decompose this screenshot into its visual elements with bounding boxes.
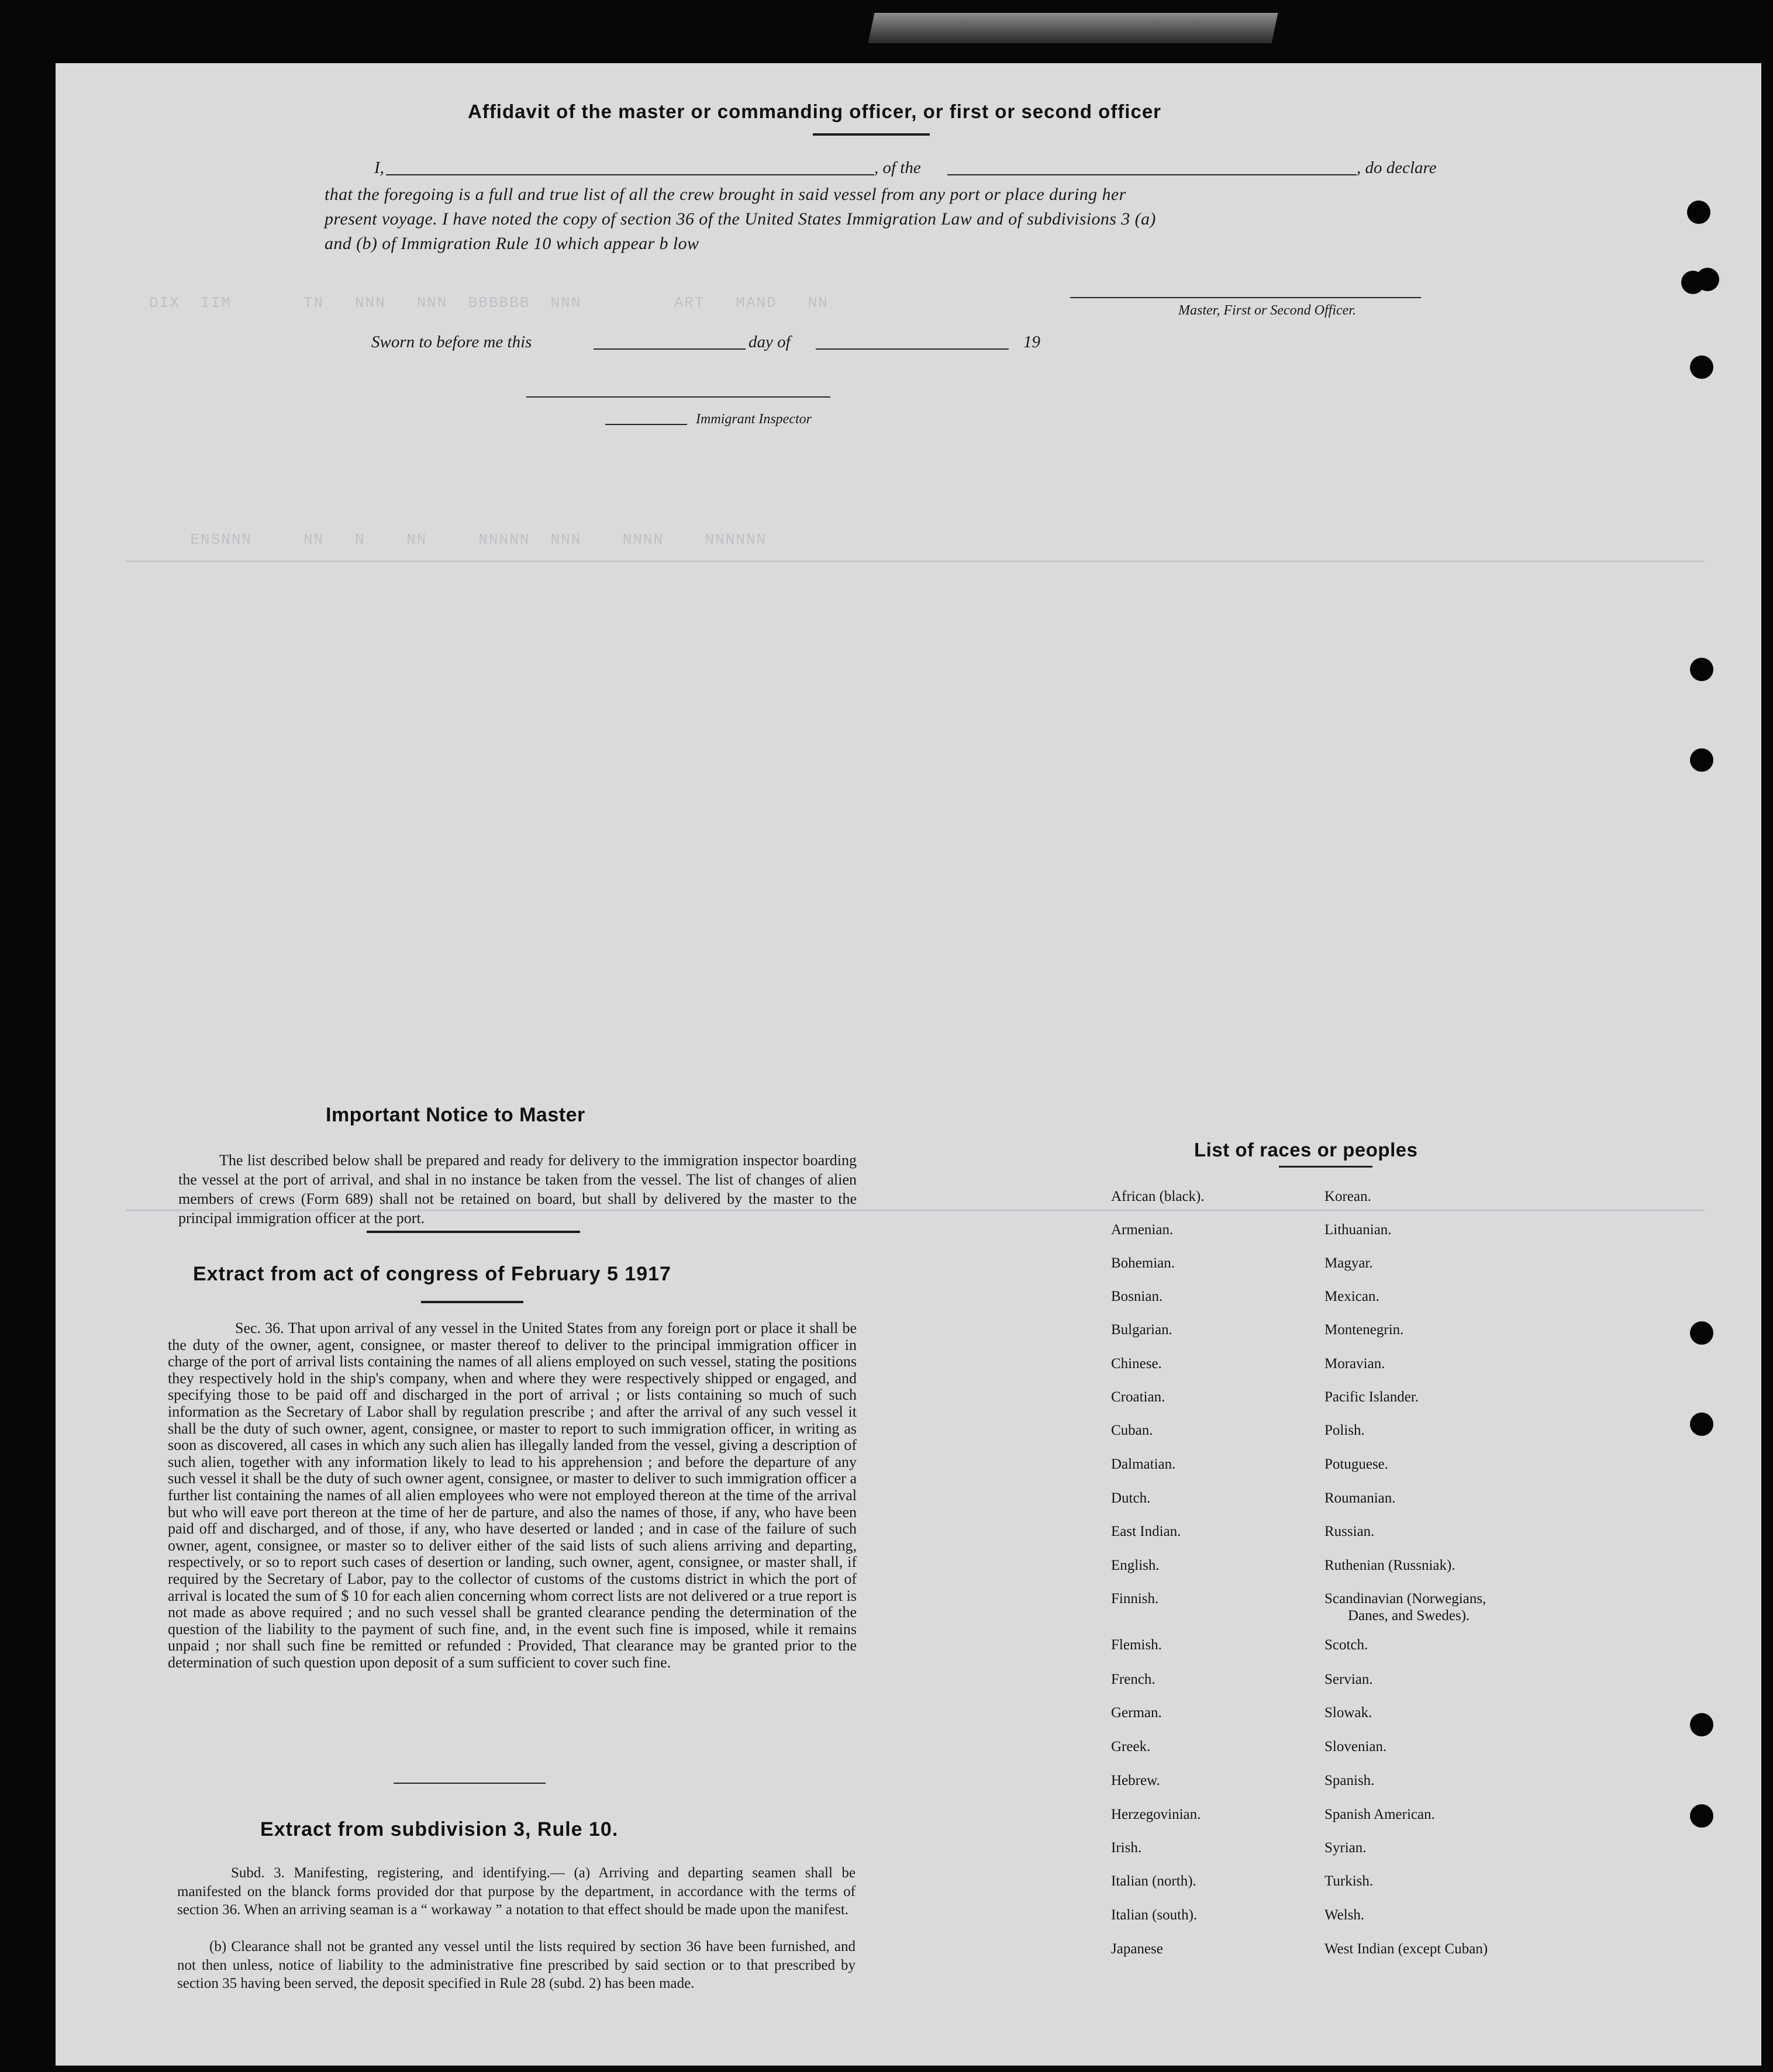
affidavit-line-4: and (b) of Immigration Rule 10 which appear b low [325, 234, 699, 253]
extract-rule-body-a: Subd. 3. Manifesting, registering, and identifying.— (a) Arriving and departing seamen shall be manifested on the blanck forms provided dor that purpose by the department, in accordance with the terms of section 36. When an arriving seaman is a “ workaway ” a notation to that effect should be made upon the manifest. [177, 1865, 856, 1918]
punch-hole [1690, 1321, 1713, 1345]
punch-hole [1690, 1713, 1713, 1736]
race-name: Bohemian. [1111, 1255, 1175, 1271]
race-name: Montenegrin. [1324, 1322, 1404, 1338]
race-name: Servian. [1324, 1672, 1373, 1687]
race-name: Russian. [1324, 1524, 1375, 1539]
master-name-field[interactable] [386, 174, 874, 175]
race-name: Potuguese. [1324, 1456, 1389, 1472]
race-name: Scandinavian (Norwegians, [1324, 1591, 1486, 1607]
race-name: Slovenian. [1324, 1739, 1387, 1755]
race-name: Irish. [1111, 1840, 1142, 1856]
punch-hole [1681, 271, 1705, 294]
affidavit-title: Affidavit of the master or commanding officer, or first or second officer [468, 101, 1162, 122]
master-signature-field[interactable] [1070, 297, 1421, 298]
race-name: Scotch. [1324, 1637, 1368, 1653]
race-name: East Indian. [1111, 1524, 1181, 1539]
punch-hole [1690, 658, 1713, 681]
race-name: Spanish. [1324, 1773, 1375, 1788]
race-name: Moravian. [1324, 1356, 1385, 1372]
races-title: List of races or peoples [1194, 1139, 1418, 1161]
manifest-back-page [56, 63, 1761, 2066]
race-name: Syrian. [1324, 1840, 1367, 1856]
race-name: French. [1111, 1672, 1155, 1687]
race-name: Magyar. [1324, 1255, 1373, 1271]
sworn-month-field[interactable] [816, 348, 1009, 350]
notice-title: Important Notice to Master [326, 1104, 585, 1126]
race-name: English. [1111, 1558, 1160, 1573]
punch-hole [1690, 1413, 1713, 1436]
races-title-underline [1279, 1166, 1372, 1168]
race-name: Ruthenian (Russniak). [1324, 1558, 1455, 1573]
extract-act-body: Sec. 36. That upon arrival of any vessel in the United States from any foreign port or place it shall be the duty of the owner, agent, consignee, or master thereof to deliver to the principal immigration officer in charge of the port of arrival lists containing the names of all aliens employed on such vessel, stating the positions they respectively hold in the ship's company, when and where they were respectively shipped or engaged, and specifying those to be paid off and discharged in the port of arrival ; or lists containing so much of such information as the Secretary of Labor shall by regulation prescribe ; and after the arrival of any such vessel it shall be the duty of such owner, agent, consignee, or master to report to such immigration officer, in writing as soon as discovered, all cases in which any such alien has illegally landed from the vessel, giving a description of such alien, together with any information likely to lead to his apprehension ; and before the departure of any such vessel it shall be the duty of such owner agent, consignee, or master to deliver to such immigration officer a further list containing the names of all alien employees who were not employed thereon at the time of the arrival but who will eave port thereon at the time of her de parture, and also the names of those, if any, who have been paid off and discharged, and of those, if any, who have deserted or landed ; and in case of the failure of such owner, agent, consignee, or master so to deliver either of the said lists of such aliens arriving and departing, respectively, or so to report such cases of desertion or landing, such owner, agent, consignee, or master shall, if required by the Secretary of Labor, pay to the collector of customs of the customs district in which the port of arrival is located the sum of $ 10 for each alien concerning whom correct lists are not delivered or a true report is not made as above required ; and no such vessel shall be granted clearance pending the determination of the question of the liability to the payment of such fine, and, in the event such fine is imposed, while it remains unpaid ; nor shall such fine be remitted or refunded : Provided, That clearance may be granted prior to the determination of such question upon deposit of a sum sufficient to cover such fine. [168, 1320, 857, 1671]
race-name: Japanese [1111, 1941, 1163, 1957]
bleed-through-text: ENSNNN NN N NN NNNNN NNN NNNN NNNNNN [149, 531, 767, 548]
vessel-name-field[interactable] [947, 174, 1357, 175]
race-name: Italian (south). [1111, 1907, 1198, 1923]
inspector-underline [605, 424, 687, 425]
race-name: Cuban. [1111, 1422, 1153, 1438]
race-name: African (black). [1111, 1189, 1205, 1204]
race-name: Herzegovinian. [1111, 1807, 1201, 1822]
affidavit-do-declare-label: , do declare [1357, 158, 1437, 177]
race-name: Korean. [1324, 1189, 1371, 1204]
race-name: Slowak. [1324, 1705, 1372, 1721]
race-name: Lithuanian. [1324, 1222, 1392, 1238]
race-name: Turkish. [1324, 1873, 1374, 1889]
race-name: Spanish American. [1324, 1807, 1435, 1822]
race-name: Flemish. [1111, 1637, 1162, 1653]
race-name: Italian (north). [1111, 1873, 1196, 1889]
race-name: Bosnian. [1111, 1289, 1163, 1304]
race-name: Chinese. [1111, 1356, 1162, 1372]
extract-rule-body-b: (b) Clearance shall not be granted any vessel until the lists required by section 36 have been furnished, and not then unless, notice of liability to the administrative fine prescribed by said section or to that prescribed by section 35 having been served, the deposit specified in Rule 28 (subd. 2) has been made. [177, 1939, 856, 1991]
race-name: Croatian. [1111, 1389, 1165, 1405]
inspector-signature-field[interactable] [526, 396, 830, 398]
bleed-through-text: DIX IIM TN NNN NNN BBBBBB NNN ART MAND NN [149, 294, 829, 312]
affidavit-of-the-label: , of the [874, 158, 921, 177]
extract-act-rule [421, 1301, 523, 1303]
affidavit-line-2: that the foregoing is a full and true list of all the crew brought in said vessel from any port or place during her [325, 185, 1126, 204]
sworn-day-field[interactable] [594, 348, 746, 350]
punch-hole [1690, 355, 1713, 379]
master-signature-caption: Master, First or Second Officer. [1178, 303, 1356, 318]
punch-hole [1690, 1804, 1713, 1828]
notice-rule [367, 1231, 580, 1233]
race-name: Pacific Islander. [1324, 1389, 1419, 1405]
race-name: Dutch. [1111, 1490, 1151, 1506]
race-name: Welsh. [1324, 1907, 1365, 1923]
sworn-label: Sworn to before me this [371, 333, 532, 351]
race-name: Greek. [1111, 1739, 1151, 1755]
extract-act-title: Extract from act of congress of February 5 1917 [193, 1263, 671, 1285]
sworn-year-label: 19 [1023, 333, 1040, 351]
race-name: West Indian (except Cuban) [1324, 1941, 1488, 1957]
race-name: Mexican. [1324, 1289, 1379, 1304]
bleed-through-rule [126, 560, 1705, 562]
affidavit-title-rule [813, 133, 930, 136]
inspector-caption: Immigrant Inspector [696, 412, 812, 427]
race-name: Roumanian. [1324, 1490, 1396, 1506]
extract-rule-rule [394, 1783, 546, 1784]
race-name: Armenian. [1111, 1222, 1174, 1238]
notice-body: The list described below shall be prepared and ready for delivery to the immigration inspector boarding the vessel at the port of arrival, and shal in no instance be taken from the vessel. The list of changes of alien members of crews (Form 689) shall not be retained on board, but shall by delivered by the master to the principal immigration officer at the port. [178, 1152, 857, 1227]
race-name: German. [1111, 1705, 1162, 1721]
race-name: Danes, and Swedes). [1348, 1608, 1470, 1624]
race-name: Finnish. [1111, 1591, 1159, 1607]
race-name: Hebrew. [1111, 1773, 1160, 1788]
punch-hole [1687, 201, 1710, 224]
race-name: Bulgarian. [1111, 1322, 1172, 1338]
race-name: Dalmatian. [1111, 1456, 1176, 1472]
sworn-day-label: day of [748, 333, 791, 351]
scan-edge-shadow [868, 13, 1278, 43]
affidavit-i-label: I, [374, 158, 384, 177]
affidavit-line-3: present voyage. I have noted the copy of section 36 of the United States Immigration Law and of subdivisions 3 (a) [325, 209, 1156, 229]
race-name: Polish. [1324, 1422, 1365, 1438]
punch-hole [1690, 748, 1713, 772]
extract-rule-title: Extract from subdivision 3, Rule 10. [260, 1818, 619, 1840]
